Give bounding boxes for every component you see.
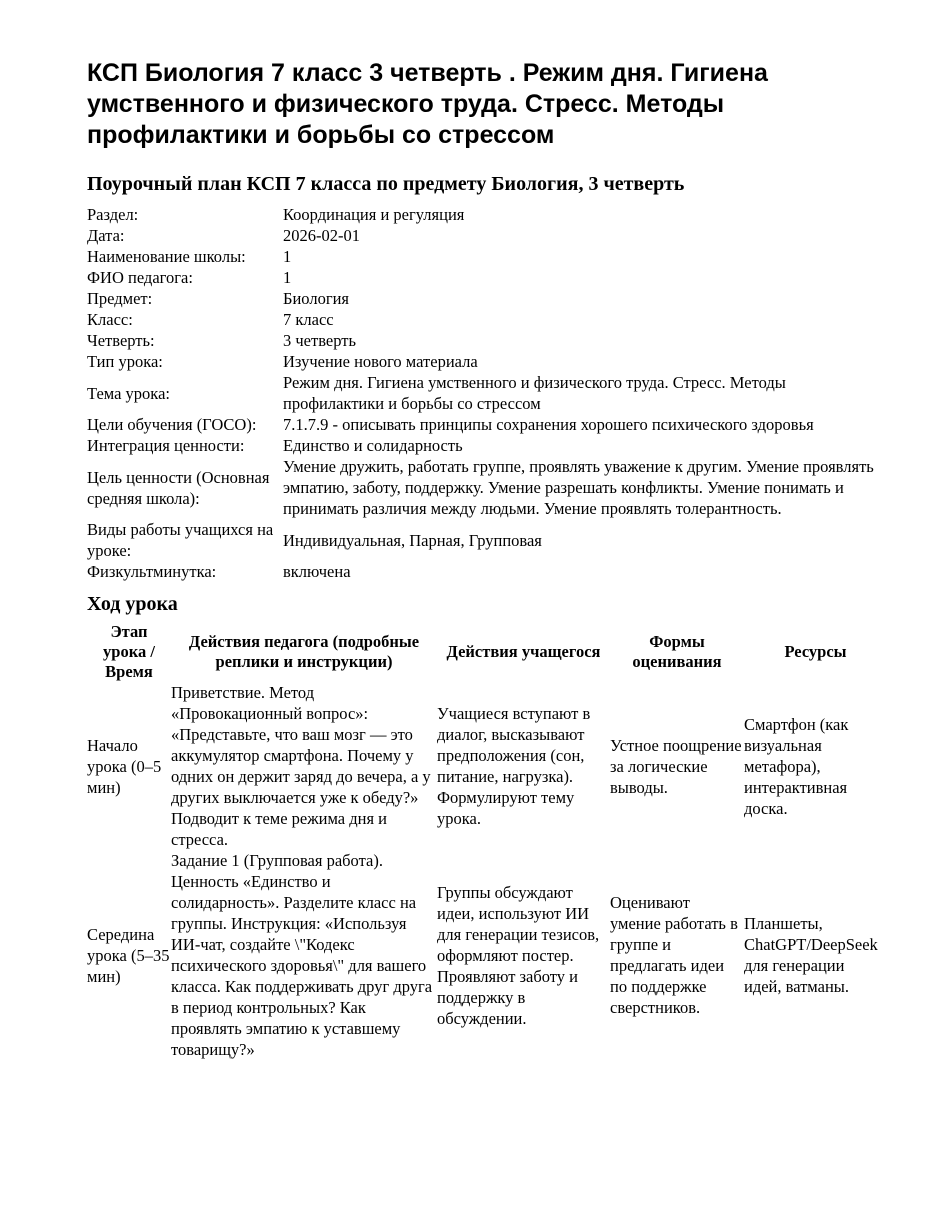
info-label: Физкультминутка: [87,562,217,581]
lesson-progress-heading: Ход урока [87,593,178,615]
info-row [87,561,887,582]
assessment-cell: Устное поощрение за логические выводы. [610,735,742,797]
info-row [87,414,887,435]
info-label: Виды работы учащихся на уроке: [87,520,274,560]
info-value: Режим дня. Гигиена умственного и физического труда. Стресс. Методы профилактики и борьбы со стрессом [283,373,786,413]
info-label: Цель ценности (Основная средняя школа): [87,467,270,508]
info-label: Цели обучения (ГОСО): [87,415,257,434]
info-value: Изучение нового материала [283,352,478,371]
document-page [87,58,887,1060]
info-value: 1 [283,247,292,266]
info-row [87,519,887,561]
header-stage: Этап урока / Время [103,622,155,681]
info-row [87,435,887,456]
info-row [87,246,887,267]
info-value: Единство и солидарность [283,436,463,455]
student-actions-cell: Учащиеся вступают в диалог, высказывают предположения (сон, питание, нагрузка). Формулируют тему урока. [437,704,591,828]
info-value: 1 [283,268,292,287]
info-row [87,204,887,225]
info-row [87,309,887,330]
info-row [87,225,887,246]
stage-cell: Середина урока (5–35 мин) [87,924,170,986]
info-label: Четверть: [87,331,155,350]
info-row [87,288,887,309]
teacher-actions-cell: Задание 1 (Групповая работа). Ценность «Единство и солидарность». Разделите класс на группы. Инструкция: «Используя ИИ-чат, создайте \"Кодекс психического здоровья\" для вашего класса. Как поддерживать друг друга в период контрольных? Как проявлять эмпатию к уставшему товарищу?» [171,851,433,1059]
info-value: 7.1.7.9 - описывать принципы сохранения хорошего психического здоровья [283,415,814,434]
info-label: Дата: [87,226,125,245]
info-value: Умение дружить, работать группе, проявлять уважение к другим. Умение проявлять эмпатию, заботу, поддержку. Умение разрешать конфликты. Умение понимать и принимать различия между людьми. Умение проявлять толерантность. [283,457,874,518]
lesson-plan-table [87,622,887,1060]
lesson-info-table [87,204,887,582]
info-label: ФИО педагога: [87,268,193,287]
stage-cell: Начало урока (0–5 мин) [87,735,162,797]
document-title: КСП Биология 7 класс 3 четверть . Режим дня. Гигиена умственного и физического труда. Стресс. Методы профилактики и борьбы со стрессом [87,59,768,149]
info-label: Предмет: [87,289,153,308]
student-actions-cell: Группы обсуждают идеи, используют ИИ для генерации тезисов, оформляют постер. Проявляют заботу и поддержку в обсуждении. [437,882,600,1028]
info-label: Тема урока: [87,383,170,403]
info-value: Индивидуальная, Парная, Групповая [283,530,542,550]
info-row [87,372,887,414]
info-label: Тип урока: [87,352,163,371]
info-row [87,267,887,288]
header-resources: Ресурсы [784,642,847,661]
info-value: 3 четверть [283,331,356,350]
info-label: Раздел: [87,205,139,224]
info-label: Наименование школы: [87,247,246,266]
info-value: Координация и регуляция [283,205,465,224]
header-assessment: Формы оценивания [632,632,722,671]
table-row [87,682,887,850]
info-row [87,351,887,372]
info-label: Интеграция ценности: [87,436,245,455]
lesson-table-header-row [87,622,887,682]
plan-subtitle: Поурочный план КСП 7 класса по предмету Биология, 3 четверть [87,173,685,195]
info-value: Биология [283,289,350,308]
header-student-actions: Действия учащегося [446,642,601,661]
teacher-actions-cell: Приветствие. Метод «Провокационный вопрос»: «Представьте, что ваш мозг — это аккумулятор смартфона. Почему у одних он держит заряд до вечера, а у других выключается уже к обеду?» Подводит к теме режима дня и стресса. [171,683,431,849]
info-value: 2026-02-01 [283,226,360,245]
info-value: включена [283,562,351,581]
assessment-cell: Оценивают умение работать в группе и предлагать идеи по поддержке сверстников. [610,893,738,1017]
table-row [87,850,887,1060]
info-row [87,456,887,519]
resources-cell: Планшеты, ChatGPT/DeepSeek для генерации идей, ватманы. [744,914,878,996]
header-teacher-actions: Действия педагога (подробные реплики и инструкции) [188,632,420,671]
resources-cell: Смартфон (как визуальная метафора), интерактивная доска. [744,714,849,818]
info-label: Класс: [87,310,133,329]
info-row [87,330,887,351]
info-value: 7 класс [283,310,334,329]
